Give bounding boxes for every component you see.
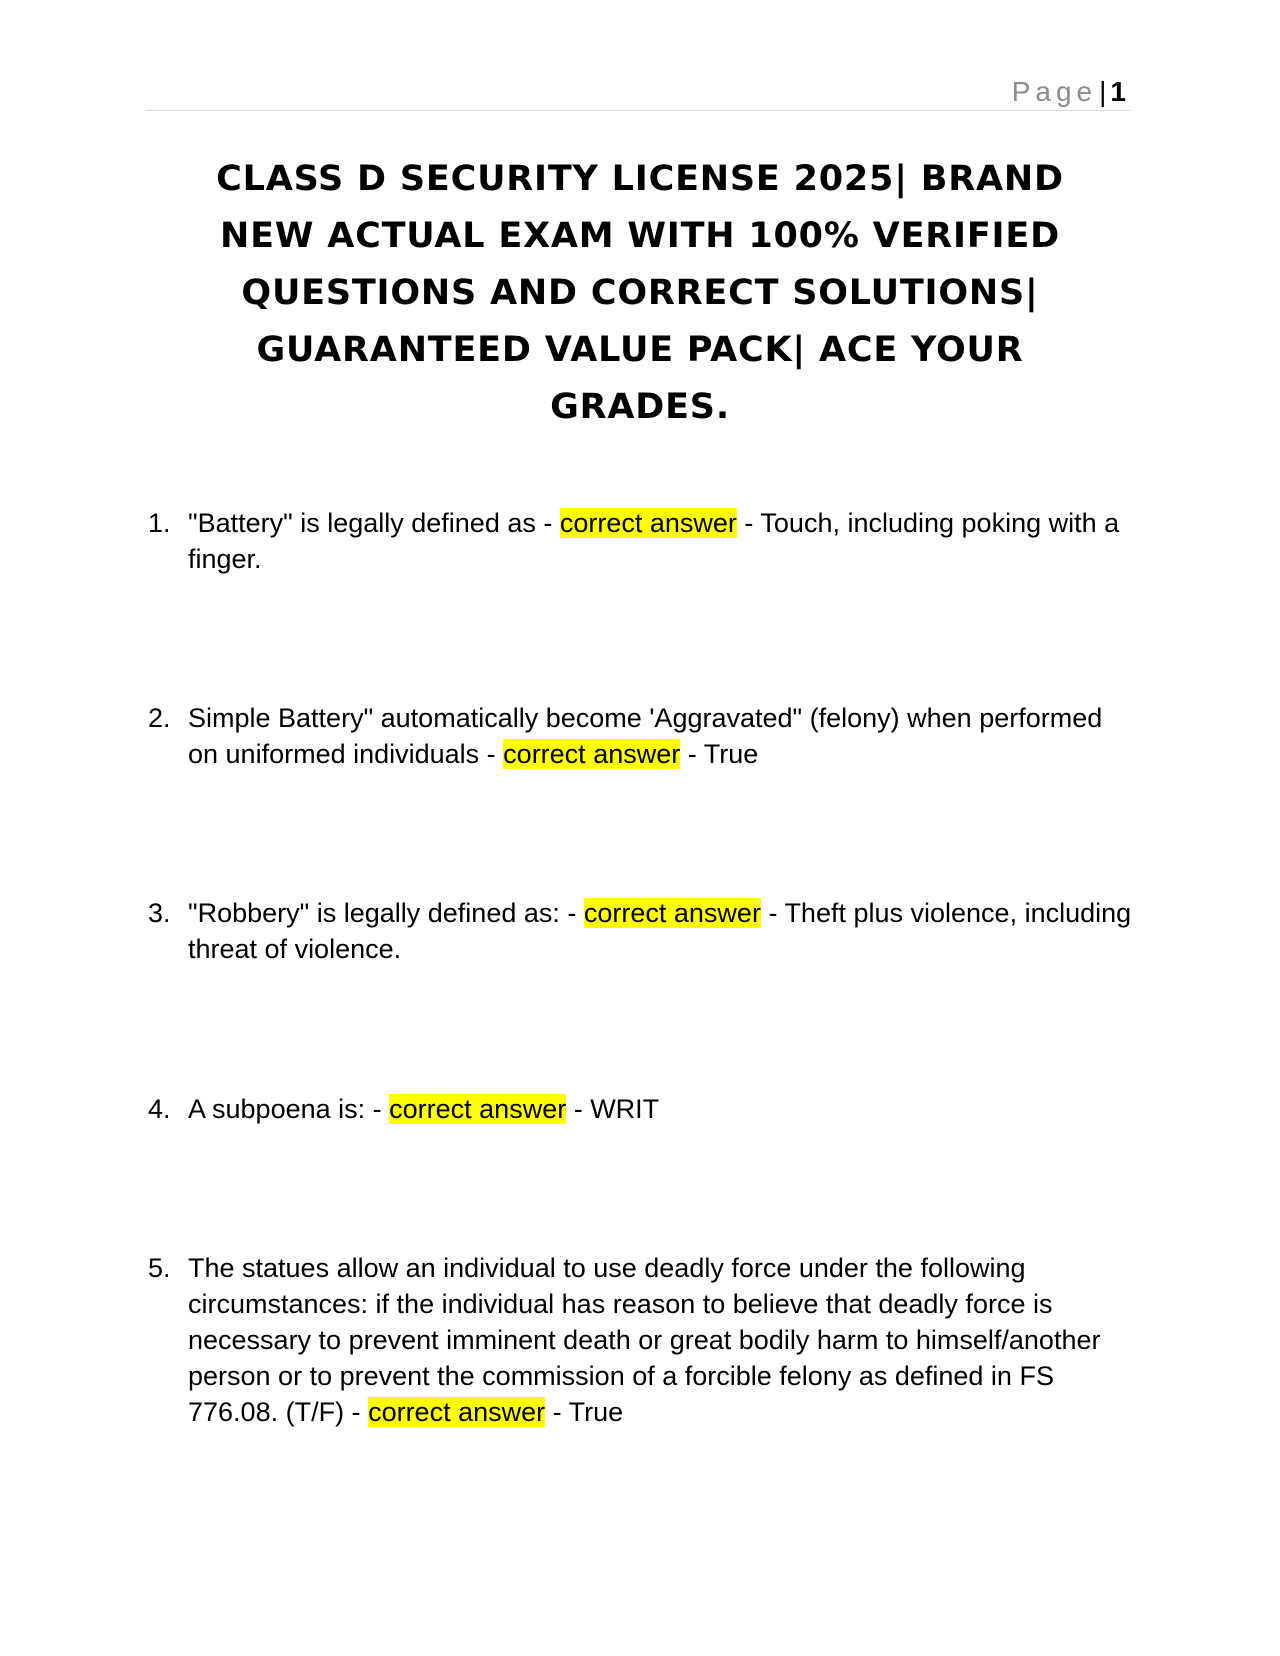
- question-answer: - True: [680, 739, 759, 769]
- question-answer: - Theft plus violence, including threat of violence.: [188, 898, 1132, 964]
- question-number: 3.: [148, 898, 171, 928]
- question-item: [148, 1091, 1138, 1127]
- question-answer: - True: [545, 1397, 624, 1427]
- correct-answer-highlight: correct answer: [389, 1094, 567, 1124]
- correct-answer-highlight: correct answer: [559, 508, 737, 538]
- question-text: [188, 1091, 1138, 1127]
- correct-answer-highlight: correct answer: [583, 898, 761, 928]
- page-header: [146, 74, 1130, 111]
- page-number: 1: [1110, 76, 1126, 107]
- question-item: [148, 1250, 1138, 1430]
- question-number: 1.: [148, 508, 171, 538]
- correct-answer-highlight: correct answer: [503, 739, 681, 769]
- question-item: [148, 700, 1138, 772]
- question-item: [148, 895, 1138, 967]
- question-number: 2.: [148, 703, 171, 733]
- document-title: CLASS D SECURITY LICENSE 2025| BRAND NEW ACTUAL EXAM WITH 100% VERIFIED QUESTIONS AND CORRECT SOLUTIONS| GUARANTEED VALUE PACK| ACE YOUR GRADES.: [216, 159, 1064, 427]
- question-item: [148, 505, 1138, 577]
- page-separator: |: [1099, 76, 1107, 107]
- question-text: [188, 895, 1138, 967]
- question-answer: - WRIT: [566, 1094, 660, 1124]
- question-number: 4.: [148, 1094, 171, 1124]
- question-text: [188, 700, 1138, 772]
- question-number: 5.: [148, 1253, 171, 1283]
- question-prompt: A subpoena is: -: [188, 1094, 390, 1124]
- correct-answer-highlight: correct answer: [368, 1397, 546, 1427]
- question-prompt: "Battery" is legally defined as -: [188, 508, 560, 538]
- question-prompt: The statues allow an individual to use deadly force under the following circumstances: if the individual has reason to believe that deadly force is necessary to prevent imminent death or great bodily harm to himself/another person or to prevent the commission of a forcible felony as defined in FS 776.08. (T/F) -: [188, 1253, 1101, 1427]
- question-prompt: "Robbery" is legally defined as: -: [188, 898, 584, 928]
- page-number-label: [1012, 76, 1126, 108]
- question-text: [188, 1250, 1138, 1430]
- page-word: Page: [1011, 76, 1098, 107]
- question-text: [188, 505, 1138, 577]
- question-answer: - Touch, including poking with a finger.: [188, 508, 1120, 574]
- question-prompt: Simple Battery" automatically become 'Aggravated" (felony) when performed on uniformed individuals -: [188, 703, 1103, 769]
